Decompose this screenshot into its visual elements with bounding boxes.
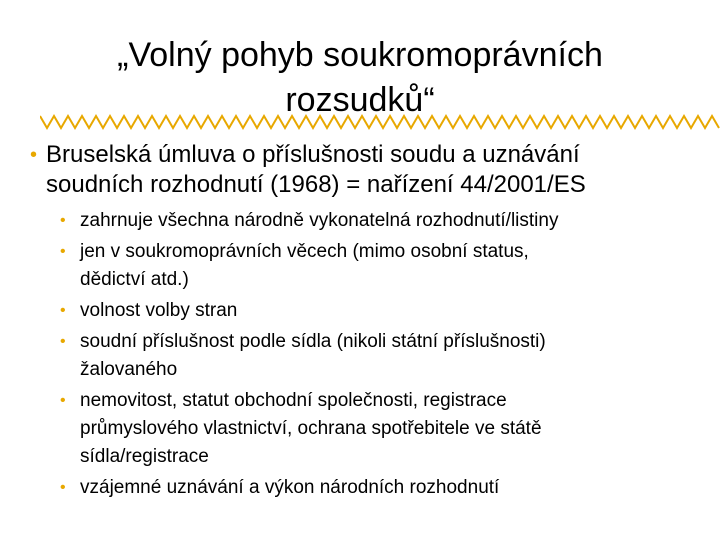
sub-bullet-line: jen v soukromoprávních věcech (mimo osobní status, [80,241,529,262]
sub-bullet-line: průmyslového vlastnictví, ochrana spotřebitele ve státě [80,418,542,439]
sub-bullet [60,328,710,384]
sub-bullet [60,474,710,502]
zigzag-divider [40,107,720,137]
sub-bullet-line: žalovaného [80,359,178,380]
bullet-dot-icon: • [30,144,38,166]
sub-bullet-list [60,207,710,505]
sub-bullet [60,297,710,325]
sub-bullet-text [70,328,710,384]
sub-bullet-line: vzájemné uznávání a výkon národních rozhodnutí [80,477,500,498]
main-bullet [30,140,700,200]
sub-bullet [60,238,710,294]
sub-bullet-line: nemovitost, statut obchodní společnosti, registrace [80,390,507,411]
sub-bullet [60,387,710,471]
slide-title-line: rozsudků“ [285,80,435,119]
bullet-dot-icon: • [60,243,66,260]
bullet-dot-icon: • [60,302,66,319]
bullet-dot-icon: • [60,392,66,409]
sub-bullet-text [70,207,710,235]
main-bullet-line: Bruselská úmluva o příslušnosti soudu a uznávání [46,141,580,168]
sub-bullet-line: zahrnuje všechna národně vykonatelná rozhodnutí/listiny [80,210,559,231]
bullet-dot-icon: • [60,479,66,496]
sub-bullet-text [70,297,710,325]
sub-bullet-text [70,387,710,471]
sub-bullet [60,207,710,235]
zigzag-line [40,116,719,128]
bullet-dot-icon: • [60,212,66,229]
sub-bullet-line: volnost volby stran [80,300,238,321]
sub-bullet-line: dědictví atd.) [80,269,189,290]
sub-bullet-line: soudní příslušnost podle sídla (nikoli státní příslušnosti) [80,331,546,352]
bullet-dot-icon: • [60,333,66,350]
main-bullet-line: soudních rozhodnutí (1968) = nařízení 44/2001/ES [46,171,586,198]
sub-bullet-text [70,474,710,502]
sub-bullet-text [70,238,710,294]
sub-bullet-line: sídla/registrace [80,446,209,467]
slide-title-line: „Volný pohyb soukromoprávních [117,35,603,74]
main-bullet-text [30,140,700,200]
